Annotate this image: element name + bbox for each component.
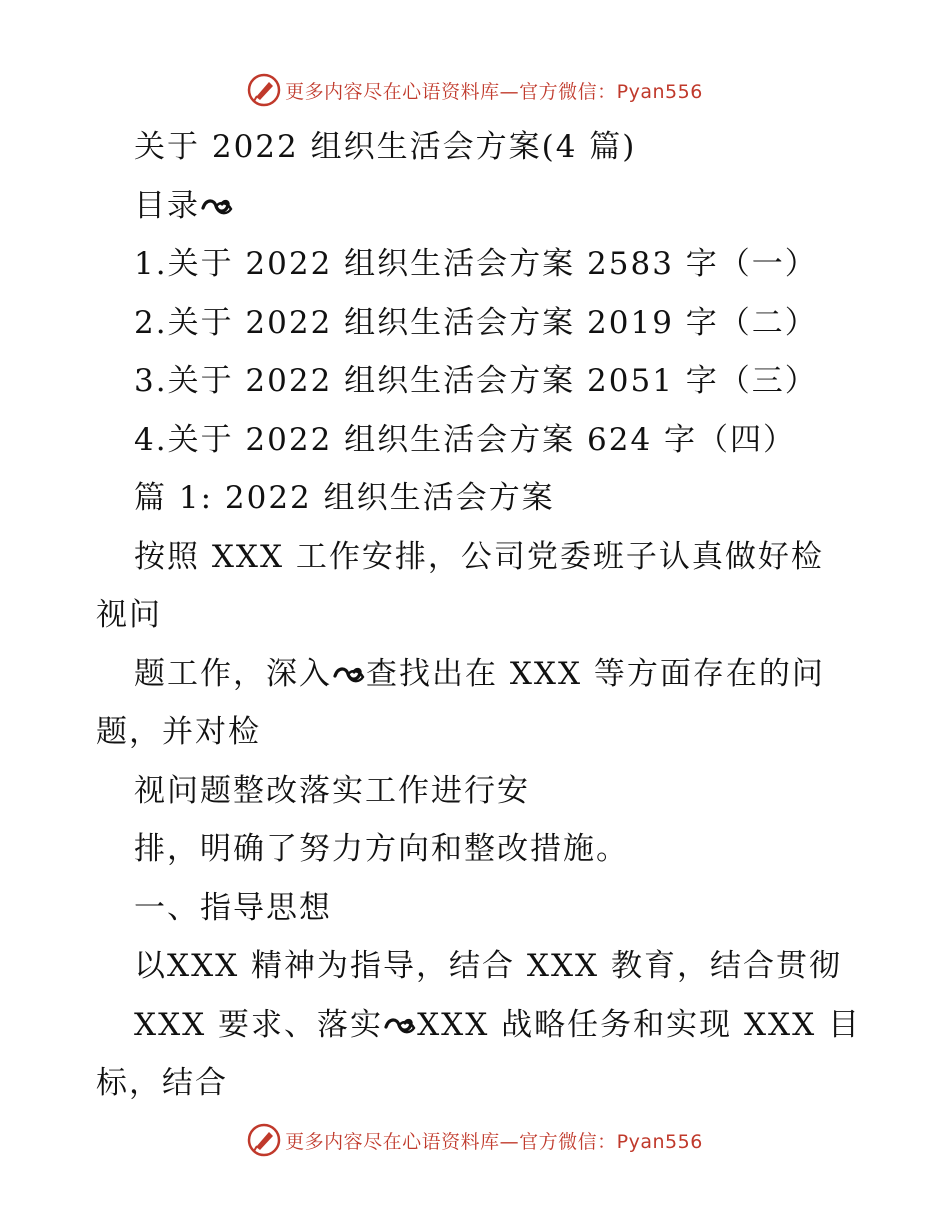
paragraph-text: XXX 战略任务和实现 XXX 目 [417, 1006, 862, 1043]
swirl-ornament-icon [332, 664, 366, 686]
paragraph-text: 题工作，深入 [134, 655, 332, 692]
paragraph-text: 查找出在 XXX 等方面存在的问 [366, 655, 825, 692]
swirl-ornament-icon [383, 1015, 417, 1037]
header-watermark [0, 70, 950, 110]
toc-label: 目录 [134, 187, 200, 224]
watermark-text: 更多内容尽在心语资料库—官方微信：Pyan556 [285, 1130, 703, 1153]
pen-logo-icon [247, 1123, 281, 1157]
toc-item-4: 4.关于 2022 组织生活会方案 624 字（四） [134, 421, 797, 458]
paragraph-line: 按照 XXX 工作安排，公司党委班子认真做好检 [134, 538, 824, 575]
paragraph-line: 题，并对检 [96, 714, 261, 750]
subheading: 一、指导思想 [134, 889, 332, 926]
document-title: 关于 2022 组织生活会方案(4 篇) [134, 129, 637, 165]
paragraph-line [96, 645, 856, 704]
paragraph-line: 视问 [96, 597, 162, 633]
toc-heading [96, 177, 856, 236]
section-heading: 篇 1: 2022 组织生活会方案 [134, 480, 555, 516]
paragraph-line [96, 996, 862, 1055]
pen-logo-icon [247, 73, 281, 107]
watermark-text: 更多内容尽在心语资料库—官方微信：Pyan556 [285, 80, 703, 103]
paragraph-line: 标，结合 [96, 1065, 228, 1101]
toc-item-2: 2.关于 2022 组织生活会方案 2019 字（二） [134, 304, 818, 341]
swirl-ornament-icon [200, 196, 234, 218]
toc-item-3: 3.关于 2022 组织生活会方案 2051 字（三） [134, 363, 818, 399]
paragraph-text: XXX 要求、落实 [134, 1006, 384, 1043]
paragraph-line: 视问题整改落实工作进行安 [134, 772, 530, 809]
document-body [96, 118, 862, 1113]
paragraph-line: 排，明确了努力方向和整改措施。 [134, 831, 629, 867]
footer-watermark [0, 1120, 950, 1160]
toc-item-1: 1.关于 2022 组织生活会方案 2583 字（一） [134, 246, 818, 282]
paragraph-line: 以XXX 精神为指导，结合 XXX 教育，结合贯彻 [134, 948, 842, 984]
